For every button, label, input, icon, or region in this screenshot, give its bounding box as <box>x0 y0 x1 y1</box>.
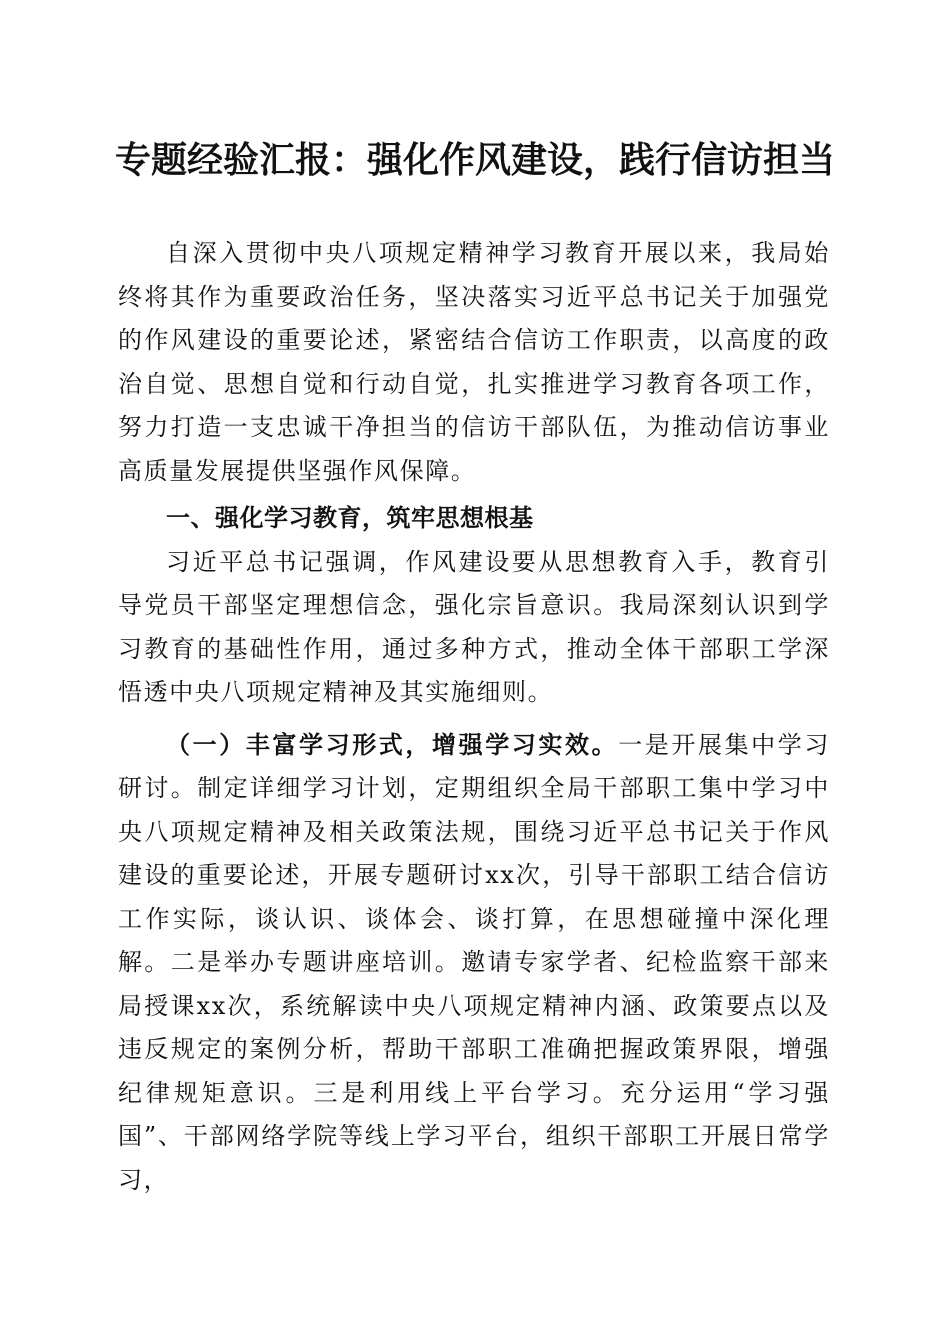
intro-paragraph: 自深入贯彻中央八项规定精神学习教育开展以来，我局始终将其作为重要政治任务，坚决落实习近平总书记关于加强党的作风建设的重要论述，紧密结合信访工作职责，以高度的政治自觉、思想自觉和行动自觉，扎实推进学习教育各项工作，努力打造一支忠诚干净担当的信访干部队伍，为推动信访事业高质量发展提供坚强作风保障。 <box>118 239 830 485</box>
subsection-1-lead: （一）丰富学习形式，增强学习实效。 <box>166 729 619 759</box>
document-body <box>118 232 830 1202</box>
subsection-1-text: 一是开展集中学习研讨。制定详细学习计划，定期组织全局干部职工集中学习中央八项规定精神及相关政策法规，围绕习近平总书记关于作风建设的重要论述，开展专题研讨xx次，引导干部职工结合信访工作实际，谈认识、谈体会、谈打算，在思想碰撞中深化理解。二是举办专题讲座培训。邀请专家学者、纪检监察干部来局授课xx次，系统解读中央八项规定精神内涵、政策要点以及违反规定的案例分析，帮助干部职工准确把握政策界限，增强纪律规矩意识。三是利用线上平台学习。充分运用“学习强国”、干部网络学院等线上学习平台，组织干部职工开展日常学习， <box>118 730 830 1194</box>
section-1-paragraph: 习近平总书记强调，作风建设要从思想教育入手，教育引导党员干部坚定理想信念，强化宗旨意识。我局深刻认识到学习教育的基础性作用，通过多种方式，推动全体干部职工学深悟透中央八项规定精神及其实施细则。 <box>118 547 830 706</box>
section-heading-1: 一、强化学习教育，筑牢思想根基 <box>166 504 534 532</box>
document-title: 专题经验汇报：强化作风建设，践行信访担当 <box>114 139 835 181</box>
subsection-1-paragraph <box>118 723 830 1203</box>
